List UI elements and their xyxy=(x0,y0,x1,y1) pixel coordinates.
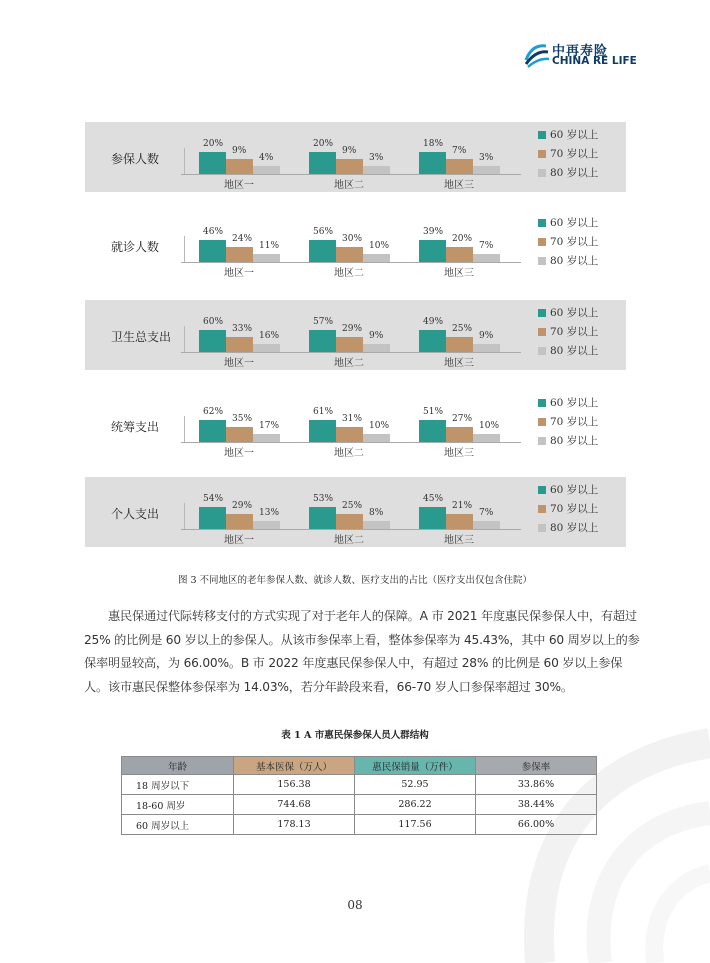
chart-bar-80 xyxy=(363,166,390,174)
chart-bar-60 xyxy=(309,330,336,352)
chart-legend-item xyxy=(538,520,598,535)
chart-bar-80 xyxy=(363,434,390,442)
chart-data-label: 33% xyxy=(232,324,253,334)
chart-panel-label: 统筹支出 xyxy=(111,420,160,434)
chart-data-label: 16% xyxy=(259,331,280,341)
legend-swatch xyxy=(538,524,546,532)
chart-data-label: 21% xyxy=(452,501,473,511)
chart-bar-80 xyxy=(473,254,500,262)
chart-legend-item xyxy=(538,127,598,142)
chart-data-label: 7% xyxy=(452,146,467,156)
chart-data-label: 25% xyxy=(342,501,363,511)
chart-bar-60 xyxy=(199,420,226,442)
legend-swatch xyxy=(538,347,546,355)
chart-legend-item xyxy=(538,305,598,320)
chart-data-label: 27% xyxy=(452,414,473,424)
chart-data-label: 57% xyxy=(313,317,334,327)
legend-label: 70 岁以上 xyxy=(550,503,599,515)
chart-bar-70 xyxy=(336,337,363,352)
chart-data-label: 61% xyxy=(313,407,334,417)
chart-panel-label: 卫生总支出 xyxy=(111,330,172,344)
chart-bar-70 xyxy=(446,159,473,174)
legend-label: 60 岁以上 xyxy=(550,217,599,229)
table-row xyxy=(122,815,597,835)
chart-legend-item xyxy=(538,501,598,516)
chart-region-label: 地区二 xyxy=(334,358,364,369)
chart-data-label: 11% xyxy=(259,241,280,251)
chart-data-label: 46% xyxy=(203,227,224,237)
chart-data-label: 9% xyxy=(342,146,357,156)
legend-label: 60 岁以上 xyxy=(550,397,599,409)
chart-legend-item xyxy=(538,343,598,358)
chart-bar-70 xyxy=(336,427,363,442)
chart-legend-item xyxy=(538,165,598,180)
legend-swatch xyxy=(538,150,546,158)
chart-y-axis xyxy=(184,503,185,529)
legend-label: 80 岁以上 xyxy=(550,167,599,179)
chart-panel-label: 个人支出 xyxy=(111,507,160,521)
table-cell: 38.44% xyxy=(476,795,597,815)
chart-panel-label: 就诊人数 xyxy=(111,240,160,254)
chart-data-label: 17% xyxy=(259,421,280,431)
chart-bar-60 xyxy=(419,240,446,262)
chart-legend-item xyxy=(538,433,598,448)
table-header-basic-insurance: 基本医保（万人） xyxy=(234,757,355,775)
table-cell: 156.38 xyxy=(234,775,355,795)
chart-legend-item xyxy=(538,324,598,339)
chart-bar-60 xyxy=(199,330,226,352)
chart-data-label: 39% xyxy=(423,227,444,237)
chart-data-label: 31% xyxy=(342,414,363,424)
company-logo xyxy=(522,40,642,70)
chart-bar-60 xyxy=(309,240,336,262)
legend-swatch xyxy=(538,257,546,265)
figure-caption: 图 3 不同地区的老年参保人数、就诊人数、医疗支出的占比（医疗支出仅包含住院） xyxy=(177,575,533,586)
table-header-row xyxy=(122,757,597,775)
legend-swatch xyxy=(538,309,546,317)
enrollment-table xyxy=(121,756,597,835)
chart-data-label: 29% xyxy=(232,501,253,511)
chart-bar-60 xyxy=(199,240,226,262)
legend-label: 70 岁以上 xyxy=(550,416,599,428)
chart-bar-80 xyxy=(253,254,280,262)
chart-bar-70 xyxy=(446,514,473,529)
chart-bar-70 xyxy=(226,337,253,352)
chart-panel xyxy=(85,210,626,280)
table-cell: 286.22 xyxy=(355,795,476,815)
chart-data-label: 20% xyxy=(203,139,224,149)
chart-data-label: 54% xyxy=(203,494,224,504)
chart-y-axis xyxy=(184,326,185,352)
table-header-age: 年龄 xyxy=(122,757,234,775)
chart-region-label: 地区一 xyxy=(224,448,254,459)
table-cell: 744.68 xyxy=(234,795,355,815)
chart-bar-80 xyxy=(363,521,390,529)
chart-panel xyxy=(85,122,626,192)
chart-data-label: 24% xyxy=(232,234,253,244)
chart-legend-item xyxy=(538,215,598,230)
legend-swatch xyxy=(538,328,546,336)
chart-region-label: 地区二 xyxy=(334,268,364,279)
chart-bar-70 xyxy=(336,159,363,174)
legend-swatch xyxy=(538,505,546,513)
chart-bar-80 xyxy=(473,521,500,529)
chart-data-label: 8% xyxy=(369,508,384,518)
legend-swatch xyxy=(538,418,546,426)
chart-x-axis xyxy=(181,529,521,530)
chart-legend-item xyxy=(538,253,598,268)
chart-x-axis xyxy=(181,442,521,443)
chart-data-label: 45% xyxy=(423,494,444,504)
chart-x-axis xyxy=(181,174,521,175)
chart-bar-60 xyxy=(199,507,226,529)
logo-mark-icon xyxy=(522,40,550,68)
table-row xyxy=(122,795,597,815)
legend-swatch xyxy=(538,131,546,139)
chart-bar-80 xyxy=(363,254,390,262)
table-cell: 18 周岁以下 xyxy=(122,775,234,795)
chart-region-label: 地区一 xyxy=(224,180,254,191)
legend-label: 80 岁以上 xyxy=(550,255,599,267)
chart-bar-80 xyxy=(253,521,280,529)
chart-data-label: 4% xyxy=(259,153,274,163)
chart-bar-70 xyxy=(336,514,363,529)
chart-legend-item xyxy=(538,414,598,429)
chart-data-label: 3% xyxy=(479,153,494,163)
chart-y-axis xyxy=(184,236,185,262)
chart-bar-80 xyxy=(473,434,500,442)
chart-region-label: 地区一 xyxy=(224,535,254,546)
body-paragraph xyxy=(84,605,644,699)
chart-region-label: 地区二 xyxy=(334,535,364,546)
legend-swatch xyxy=(538,437,546,445)
table-row xyxy=(122,775,597,795)
chart-bar-70 xyxy=(446,427,473,442)
table-cell: 117.56 xyxy=(355,815,476,835)
chart-data-label: 60% xyxy=(203,317,224,327)
chart-x-axis xyxy=(181,352,521,353)
chart-region-label: 地区三 xyxy=(444,358,474,369)
chart-bar-60 xyxy=(309,152,336,174)
chart-legend-item xyxy=(538,234,598,249)
chart-region-label: 地区二 xyxy=(334,448,364,459)
chart-panel-label: 参保人数 xyxy=(111,152,160,166)
table-header-sales: 惠民保销量（万件） xyxy=(355,757,476,775)
chart-bar-80 xyxy=(253,434,280,442)
legend-swatch xyxy=(538,219,546,227)
chart-data-label: 3% xyxy=(369,153,384,163)
chart-region-label: 地区一 xyxy=(224,268,254,279)
chart-bar-70 xyxy=(226,247,253,262)
chart-data-label: 35% xyxy=(232,414,253,424)
logo-english-text: CHINA RE LIFE xyxy=(552,55,637,67)
chart-data-label: 13% xyxy=(259,508,280,518)
chart-data-label: 10% xyxy=(369,241,390,251)
chart-region-label: 地区三 xyxy=(444,268,474,279)
chart-bar-80 xyxy=(473,166,500,174)
chart-y-axis xyxy=(184,416,185,442)
chart-bar-60 xyxy=(309,420,336,442)
chart-data-label: 30% xyxy=(342,234,363,244)
chart-bar-60 xyxy=(419,507,446,529)
legend-swatch xyxy=(538,399,546,407)
legend-label: 80 岁以上 xyxy=(550,522,599,534)
chart-bar-70 xyxy=(446,247,473,262)
legend-label: 70 岁以上 xyxy=(550,148,599,160)
chart-data-label: 20% xyxy=(452,234,473,244)
chart-data-label: 56% xyxy=(313,227,334,237)
chart-bar-80 xyxy=(473,344,500,352)
table-cell: 178.13 xyxy=(234,815,355,835)
chart-panel xyxy=(85,390,626,460)
table-cell: 33.86% xyxy=(476,775,597,795)
legend-label: 70 岁以上 xyxy=(550,236,599,248)
chart-data-label: 9% xyxy=(479,331,494,341)
chart-data-label: 18% xyxy=(423,139,444,149)
chart-bar-80 xyxy=(253,166,280,174)
table-caption: 表 1 A 市惠民保参保人员人群结构 xyxy=(281,730,429,741)
legend-swatch xyxy=(538,486,546,494)
chart-panel xyxy=(85,477,626,547)
chart-data-label: 62% xyxy=(203,407,224,417)
chart-data-label: 10% xyxy=(369,421,390,431)
legend-label: 60 岁以上 xyxy=(550,129,599,141)
chart-bar-70 xyxy=(226,159,253,174)
chart-data-label: 51% xyxy=(423,407,444,417)
chart-x-axis xyxy=(181,262,521,263)
chart-y-axis xyxy=(184,148,185,174)
chart-bar-60 xyxy=(419,420,446,442)
table-cell: 18-60 周岁 xyxy=(122,795,234,815)
chart-legend-item xyxy=(538,482,598,497)
chart-bar-70 xyxy=(226,514,253,529)
chart-data-label: 9% xyxy=(369,331,384,341)
chart-panel xyxy=(85,300,626,370)
legend-swatch xyxy=(538,238,546,246)
chart-legend-item xyxy=(538,146,598,161)
legend-label: 70 岁以上 xyxy=(550,326,599,338)
legend-label: 60 岁以上 xyxy=(550,484,599,496)
legend-swatch xyxy=(538,169,546,177)
table-cell: 52.95 xyxy=(355,775,476,795)
chart-data-label: 7% xyxy=(479,508,494,518)
logo-chinese-text: 中再寿险 xyxy=(552,44,609,59)
chart-data-label: 20% xyxy=(313,139,334,149)
chart-region-label: 地区三 xyxy=(444,448,474,459)
chart-bar-60 xyxy=(419,330,446,352)
chart-bar-80 xyxy=(363,344,390,352)
chart-bar-70 xyxy=(226,427,253,442)
body-paragraph-text: 惠民保通过代际转移支付的方式实现了对于老年人的保障。A 市 2021 年度惠民保参保人中，有超过 25% 的比例是 60 岁以上的参保人。从该市参保率上看，整体参保率为 45.43%，其中 60 周岁以上的参保率明显较高，为 66.00%。B 市 2022 年度惠民保参保人中，有超过 28% 的比例是 60 岁以上参保人。该市惠民保整体参保率为 14.03%，若分年龄段来看，66-70 岁人口参保率超过 30%。 xyxy=(84,609,640,694)
chart-data-label: 10% xyxy=(479,421,500,431)
chart-bar-70 xyxy=(446,337,473,352)
chart-data-label: 49% xyxy=(423,317,444,327)
table-header-rate: 参保率 xyxy=(476,757,597,775)
chart-region-label: 地区一 xyxy=(224,358,254,369)
chart-data-label: 9% xyxy=(232,146,247,156)
legend-label: 80 岁以上 xyxy=(550,435,599,447)
legend-label: 80 岁以上 xyxy=(550,345,599,357)
chart-data-label: 29% xyxy=(342,324,363,334)
chart-region-label: 地区二 xyxy=(334,180,364,191)
table-cell: 66.00% xyxy=(476,815,597,835)
chart-data-label: 53% xyxy=(313,494,334,504)
chart-bar-60 xyxy=(199,152,226,174)
chart-region-label: 地区三 xyxy=(444,180,474,191)
chart-bar-60 xyxy=(419,152,446,174)
chart-data-label: 25% xyxy=(452,324,473,334)
chart-data-label: 7% xyxy=(479,241,494,251)
table-cell: 60 周岁以上 xyxy=(122,815,234,835)
chart-bar-60 xyxy=(309,507,336,529)
page-number: 08 xyxy=(347,898,363,912)
chart-bar-80 xyxy=(253,344,280,352)
legend-label: 60 岁以上 xyxy=(550,307,599,319)
chart-region-label: 地区三 xyxy=(444,535,474,546)
chart-bar-70 xyxy=(336,247,363,262)
chart-legend-item xyxy=(538,395,598,410)
